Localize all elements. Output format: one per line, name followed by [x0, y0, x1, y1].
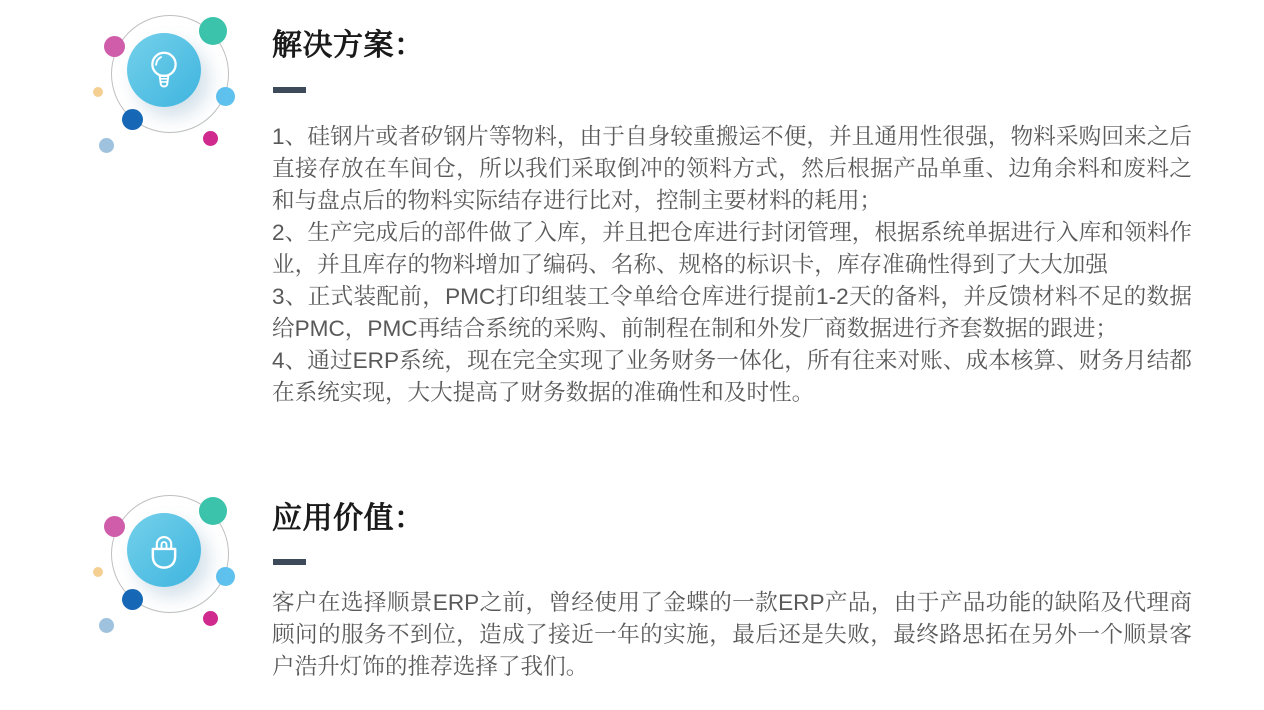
pale-blue-dot — [99, 138, 114, 153]
lightbulb-icon — [140, 45, 188, 95]
solution-paragraph-4: 4、通过ERP系统，现在完全实现了业务财务一体化，所有往来对账、成本核算、财务月结都在系统实现，大大提高了财务数据的准确性和及时性。 — [272, 348, 1192, 405]
lock-icon-circle — [127, 513, 201, 587]
dark-blue-dot — [122, 589, 143, 610]
yellow-dot — [93, 87, 103, 97]
application-value-section-title: 应用价值： — [272, 502, 425, 535]
application-value-icon-badge — [88, 480, 248, 638]
solution-icon-badge — [88, 0, 248, 158]
magenta-dot — [203, 131, 218, 146]
teal-dot — [199, 17, 227, 45]
solution-section-title: 解决方案： — [272, 29, 425, 62]
solution-title-dash — [273, 87, 306, 93]
dark-blue-dot — [122, 109, 143, 130]
solution-paragraph-3: 3、正式装配前，PMC打印组装工令单给仓库进行提前1-2天的备料，并反馈材料不足的数据给PMC，PMC再结合系统的采购、前制程在制和外发厂商数据进行齐套数据的跟进； — [272, 284, 1192, 341]
application-value-paragraphs — [272, 587, 1192, 683]
solution-paragraphs — [272, 121, 1192, 409]
application-value-paragraph-1: 客户在选择顺景ERP之前，曾经使用了金蝶的一款ERP产品，由于产品功能的缺陷及代理商顾问的服务不到位，造成了接近一年的实施，最后还是失败，最终路思拓在另外一个顺景客户浩升灯饰的推荐选择了我们。 — [272, 590, 1192, 679]
magenta-dot — [203, 611, 218, 626]
solution-paragraph-2: 2、生产完成后的部件做了入库，并且把仓库进行封闭管理，根据系统单据进行入库和领料作业，并且库存的物料增加了编码、名称、规格的标识卡，库存准确性得到了大大加强 — [272, 220, 1192, 277]
solution-paragraph-1: 1、硅钢片或者矽钢片等物料，由于自身较重搬运不便，并且通用性很强，物料采购回来之后直接存放在车间仓，所以我们采取倒冲的领料方式，然后根据产品单重、边角余料和废料之和与盘点后的物料实际结存进行比对，控制主要材料的耗用； — [272, 124, 1192, 213]
pink-dot — [104, 36, 125, 57]
application-value-title-dash — [273, 559, 306, 565]
pink-dot — [104, 516, 125, 537]
light-blue-dot — [216, 87, 235, 106]
teal-dot — [199, 497, 227, 525]
light-blue-dot — [216, 567, 235, 586]
yellow-dot — [93, 567, 103, 577]
lightbulb-icon-circle — [127, 33, 201, 107]
pale-blue-dot — [99, 618, 114, 633]
lock-icon — [141, 527, 187, 573]
